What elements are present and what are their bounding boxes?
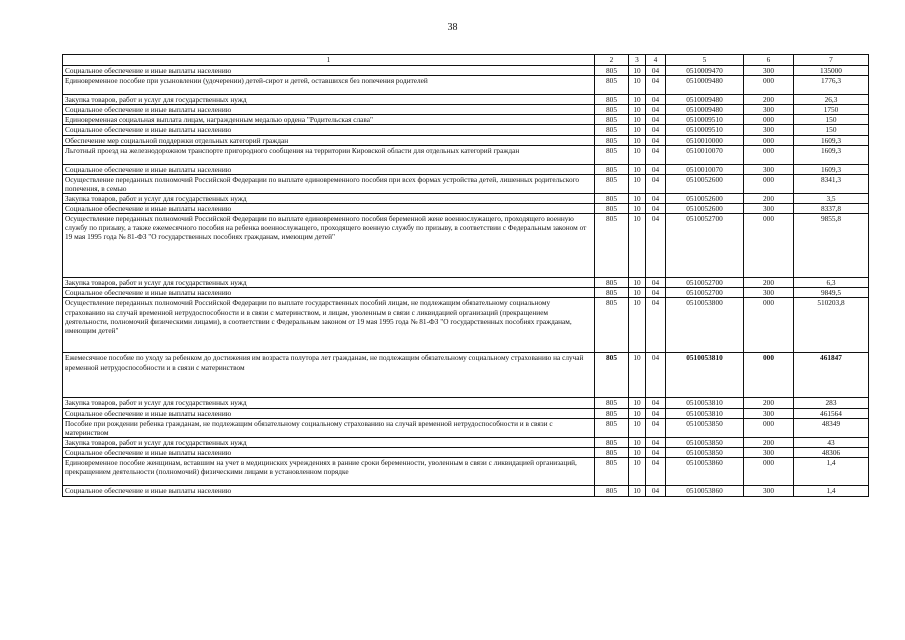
row-name: Единовременная социальная выплата лицам, награжденным медалью ордена "Родительская слава" <box>63 115 595 125</box>
table-row <box>63 95 869 105</box>
code-ved-cell: 805 <box>595 125 629 135</box>
code-vr-cell: 000 <box>744 135 794 145</box>
code-razdel-cell: 10 <box>629 164 646 174</box>
column-header: 7 <box>794 55 869 66</box>
amount-cell: 1609,3 <box>794 145 869 164</box>
code-razdel-cell: 10 <box>629 105 646 115</box>
code-csr-cell: 0510053850 <box>666 437 744 447</box>
code-razdel-cell: 10 <box>629 447 646 457</box>
code-ved-cell: 805 <box>595 105 629 115</box>
amount-cell: 8341,3 <box>794 174 869 193</box>
column-header: 4 <box>646 55 666 66</box>
column-header: 3 <box>629 55 646 66</box>
code-razdel-cell: 10 <box>629 486 646 497</box>
code-ved-cell: 805 <box>595 164 629 174</box>
code-vr-cell: 000 <box>744 214 794 278</box>
table-row <box>63 447 869 457</box>
code-vr-cell: 200 <box>744 278 794 288</box>
row-name: Закупка товаров, работ и услуг для государственных нужд <box>63 278 595 288</box>
code-podrazdel-cell: 04 <box>646 76 666 95</box>
code-csr-cell: 0510009480 <box>666 95 744 105</box>
code-ved-cell: 805 <box>595 204 629 214</box>
code-podrazdel-cell: 04 <box>646 398 666 408</box>
code-vr-cell: 300 <box>744 125 794 135</box>
code-csr-cell: 0510010070 <box>666 164 744 174</box>
code-razdel-cell: 10 <box>629 193 646 203</box>
amount-cell: 48349 <box>794 418 869 437</box>
column-header: 1 <box>63 55 595 66</box>
column-header: 2 <box>595 55 629 66</box>
code-podrazdel-cell: 04 <box>646 125 666 135</box>
code-csr-cell: 0510009480 <box>666 76 744 95</box>
code-razdel-cell: 10 <box>629 437 646 447</box>
amount-cell: 283 <box>794 398 869 408</box>
code-csr-cell: 0510053860 <box>666 458 744 486</box>
code-podrazdel-cell: 04 <box>646 164 666 174</box>
code-podrazdel-cell: 04 <box>646 115 666 125</box>
code-ved-cell: 805 <box>595 145 629 164</box>
code-csr-cell: 0510009510 <box>666 125 744 135</box>
row-name: Пособие при рождении ребенка гражданам, не подлежащим обязательному социальному страхованию на случай временной нетрудоспособности и в связи с материнством <box>63 418 595 437</box>
amount-cell: 461564 <box>794 408 869 418</box>
row-name: Социальное обеспечение и иные выплаты населению <box>63 408 595 418</box>
row-name: Социальное обеспечение и иные выплаты населению <box>63 66 595 76</box>
column-header: 5 <box>666 55 744 66</box>
row-name: Обеспечение мер социальной поддержки отдельных категорий граждан <box>63 135 595 145</box>
code-vr-cell: 300 <box>744 164 794 174</box>
table-row <box>63 145 869 164</box>
code-vr-cell: 300 <box>744 408 794 418</box>
amount-cell: 150 <box>794 125 869 135</box>
code-vr-cell: 300 <box>744 447 794 457</box>
table-row <box>63 398 869 408</box>
code-csr-cell: 0510053850 <box>666 447 744 457</box>
code-podrazdel-cell: 04 <box>646 298 666 353</box>
code-razdel-cell: 10 <box>629 125 646 135</box>
row-name: Социальное обеспечение и иные выплаты населению <box>63 288 595 298</box>
code-razdel-cell: 10 <box>629 418 646 437</box>
code-csr-cell: 0510052600 <box>666 204 744 214</box>
code-ved-cell: 805 <box>595 458 629 486</box>
code-csr-cell: 0510052600 <box>666 174 744 193</box>
code-vr-cell: 300 <box>744 288 794 298</box>
code-podrazdel-cell: 04 <box>646 447 666 457</box>
code-razdel-cell: 10 <box>629 145 646 164</box>
table-row <box>63 76 869 95</box>
amount-cell: 1609,3 <box>794 164 869 174</box>
code-podrazdel-cell: 04 <box>646 145 666 164</box>
amount-cell: 1,4 <box>794 486 869 497</box>
table-row <box>63 193 869 203</box>
code-podrazdel-cell: 04 <box>646 66 666 76</box>
table-row <box>63 164 869 174</box>
amount-cell: 1,4 <box>794 458 869 486</box>
code-vr-cell: 200 <box>744 193 794 203</box>
row-name: Закупка товаров, работ и услуг для государственных нужд <box>63 95 595 105</box>
code-podrazdel-cell: 04 <box>646 174 666 193</box>
code-podrazdel-cell: 04 <box>646 105 666 115</box>
code-ved-cell: 805 <box>595 398 629 408</box>
table-row <box>63 486 869 497</box>
amount-cell: 135000 <box>794 66 869 76</box>
code-razdel-cell: 10 <box>629 214 646 278</box>
code-ved-cell: 805 <box>595 95 629 105</box>
code-podrazdel-cell: 04 <box>646 135 666 145</box>
amount-cell: 9849,5 <box>794 288 869 298</box>
table-row <box>63 408 869 418</box>
code-podrazdel-cell: 04 <box>646 95 666 105</box>
table-row <box>63 174 869 193</box>
code-vr-cell: 000 <box>744 115 794 125</box>
row-name: Льготный проезд на железнодорожном транспорте пригородного сообщения на территории Кировской области для отдельных категорий граждан <box>63 145 595 164</box>
row-name: Социальное обеспечение и иные выплаты населению <box>63 164 595 174</box>
code-vr-cell: 000 <box>744 458 794 486</box>
code-podrazdel-cell: 04 <box>646 486 666 497</box>
row-name: Единовременное пособие женщинам, вставшим на учет в медицинских учреждениях в ранние сроки беременности, уволенным в связи с ликвидацией организаций, прекращением деятельности (полномочий) физическими лицами в установленном порядке <box>63 458 595 486</box>
amount-cell: 3,5 <box>794 193 869 203</box>
amount-cell: 150 <box>794 115 869 125</box>
table-body <box>63 66 869 497</box>
code-razdel-cell: 10 <box>629 76 646 95</box>
row-name: Закупка товаров, работ и услуг для государственных нужд <box>63 437 595 447</box>
code-podrazdel-cell: 04 <box>646 288 666 298</box>
table-row <box>63 66 869 76</box>
row-name: Ежемесячное пособие по уходу за ребенком до достижения им возраста полутора лет гражданам, не подлежащим обязательному социальному страхованию на случай временной нетрудоспособности и в связи с материнством <box>63 353 595 398</box>
code-vr-cell: 000 <box>744 298 794 353</box>
row-name: Осуществление переданных полномочий Российской Федерации по выплате государственных пособий лицам, не подлежащим обязательному социальному страхованию на случай временной нетрудоспособности и в связи с материнством, и лицам, уволенным в связи с ликвидацией организаций (прекращением деятельности, полномочий физическими лицами), в соответствии с Федеральным законом от 19 мая 1995 года № 81-ФЗ "О государственных пособиях гражданам, имеющим детей" <box>63 298 595 353</box>
code-ved-cell: 805 <box>595 76 629 95</box>
code-ved-cell: 805 <box>595 66 629 76</box>
table-row <box>63 135 869 145</box>
code-podrazdel-cell: 04 <box>646 418 666 437</box>
table-row <box>63 437 869 447</box>
code-razdel-cell: 10 <box>629 95 646 105</box>
code-razdel-cell: 10 <box>629 278 646 288</box>
table-row <box>63 214 869 278</box>
table-row <box>63 288 869 298</box>
code-vr-cell: 200 <box>744 95 794 105</box>
code-vr-cell: 000 <box>744 76 794 95</box>
code-csr-cell: 0510053810 <box>666 353 744 398</box>
code-ved-cell: 805 <box>595 408 629 418</box>
amount-cell: 461847 <box>794 353 869 398</box>
code-razdel-cell: 10 <box>629 66 646 76</box>
page-number: 38 <box>447 22 458 33</box>
code-podrazdel-cell: 04 <box>646 437 666 447</box>
code-ved-cell: 805 <box>595 418 629 437</box>
row-name: Осуществление переданных полномочий Российской Федерации по выплате единовременного пособия при всех формах устройства детей, лишенных родительского попечения, в семью <box>63 174 595 193</box>
code-podrazdel-cell: 04 <box>646 193 666 203</box>
code-ved-cell: 805 <box>595 353 629 398</box>
row-name: Социальное обеспечение и иные выплаты населению <box>63 125 595 135</box>
code-csr-cell: 0510009510 <box>666 115 744 125</box>
code-razdel-cell: 10 <box>629 115 646 125</box>
code-csr-cell: 0510009470 <box>666 66 744 76</box>
code-ved-cell: 805 <box>595 298 629 353</box>
code-ved-cell: 805 <box>595 288 629 298</box>
amount-cell: 9855,8 <box>794 214 869 278</box>
code-csr-cell: 0510052700 <box>666 214 744 278</box>
code-vr-cell: 200 <box>744 398 794 408</box>
table-row <box>63 458 869 486</box>
table-row <box>63 353 869 398</box>
code-vr-cell: 300 <box>744 204 794 214</box>
code-razdel-cell: 10 <box>629 135 646 145</box>
row-name: Социальное обеспечение и иные выплаты населению <box>63 105 595 115</box>
code-razdel-cell: 10 <box>629 174 646 193</box>
amount-cell: 6,3 <box>794 278 869 288</box>
code-vr-cell: 300 <box>744 66 794 76</box>
row-name: Социальное обеспечение и иные выплаты населению <box>63 204 595 214</box>
code-csr-cell: 0510052700 <box>666 288 744 298</box>
amount-cell: 1750 <box>794 105 869 115</box>
code-ved-cell: 805 <box>595 486 629 497</box>
table-row <box>63 115 869 125</box>
code-razdel-cell: 10 <box>629 288 646 298</box>
table-row <box>63 125 869 135</box>
code-razdel-cell: 10 <box>629 398 646 408</box>
amount-cell: 1776,3 <box>794 76 869 95</box>
table-header-row <box>63 55 869 66</box>
row-name: Социальное обеспечение и иные выплаты населению <box>63 447 595 457</box>
code-podrazdel-cell: 04 <box>646 214 666 278</box>
code-razdel-cell: 10 <box>629 458 646 486</box>
code-razdel-cell: 10 <box>629 298 646 353</box>
amount-cell: 1609,3 <box>794 135 869 145</box>
code-csr-cell: 0510053810 <box>666 408 744 418</box>
table-row <box>63 298 869 353</box>
code-vr-cell: 300 <box>744 486 794 497</box>
code-vr-cell: 200 <box>744 437 794 447</box>
amount-cell: 43 <box>794 437 869 447</box>
code-ved-cell: 805 <box>595 447 629 457</box>
code-vr-cell: 000 <box>744 174 794 193</box>
code-razdel-cell: 10 <box>629 204 646 214</box>
table-row <box>63 204 869 214</box>
row-name: Закупка товаров, работ и услуг для государственных нужд <box>63 193 595 203</box>
code-ved-cell: 805 <box>595 437 629 447</box>
code-csr-cell: 0510053860 <box>666 486 744 497</box>
column-header: 6 <box>744 55 794 66</box>
code-ved-cell: 805 <box>595 174 629 193</box>
budget-table <box>62 54 869 497</box>
code-csr-cell: 0510053850 <box>666 418 744 437</box>
row-name: Социальное обеспечение и иные выплаты населению <box>63 486 595 497</box>
row-name: Закупка товаров, работ и услуг для государственных нужд <box>63 398 595 408</box>
row-name: Осуществление переданных полномочий Российской Федерации по выплате единовременного пособия беременной жене военнослужащего, проходящего военную службу по призыву, а также ежемесячного пособия на ребенка военнослужащего, проходящего военную службу по призыву, в соответствии с Федеральным законом от 19 мая 1995 года № 81-ФЗ "О государственных пособиях гражданам, имеющим детей" <box>63 214 595 278</box>
amount-cell: 8337,8 <box>794 204 869 214</box>
code-ved-cell: 805 <box>595 193 629 203</box>
code-podrazdel-cell: 04 <box>646 408 666 418</box>
row-name: Единовременное пособие при усыновлении (удочерении) детей-сирот и детей, оставшихся без попечения родителей <box>63 76 595 95</box>
table-row <box>63 278 869 288</box>
code-ved-cell: 805 <box>595 135 629 145</box>
code-csr-cell: 0510052700 <box>666 278 744 288</box>
code-vr-cell: 000 <box>744 353 794 398</box>
code-podrazdel-cell: 04 <box>646 458 666 486</box>
table-row <box>63 105 869 115</box>
amount-cell: 26,3 <box>794 95 869 105</box>
code-podrazdel-cell: 04 <box>646 353 666 398</box>
code-ved-cell: 805 <box>595 278 629 288</box>
code-razdel-cell: 10 <box>629 353 646 398</box>
code-csr-cell: 0510010070 <box>666 145 744 164</box>
code-razdel-cell: 10 <box>629 408 646 418</box>
code-csr-cell: 0510052600 <box>666 193 744 203</box>
code-vr-cell: 000 <box>744 418 794 437</box>
code-csr-cell: 0510053810 <box>666 398 744 408</box>
code-csr-cell: 0510009480 <box>666 105 744 115</box>
table-row <box>63 418 869 437</box>
code-podrazdel-cell: 04 <box>646 204 666 214</box>
code-vr-cell: 000 <box>744 145 794 164</box>
code-podrazdel-cell: 04 <box>646 278 666 288</box>
code-vr-cell: 300 <box>744 105 794 115</box>
amount-cell: 48306 <box>794 447 869 457</box>
code-csr-cell: 0510053800 <box>666 298 744 353</box>
code-ved-cell: 805 <box>595 214 629 278</box>
code-ved-cell: 805 <box>595 115 629 125</box>
code-csr-cell: 0510010000 <box>666 135 744 145</box>
amount-cell: 510203,8 <box>794 298 869 353</box>
